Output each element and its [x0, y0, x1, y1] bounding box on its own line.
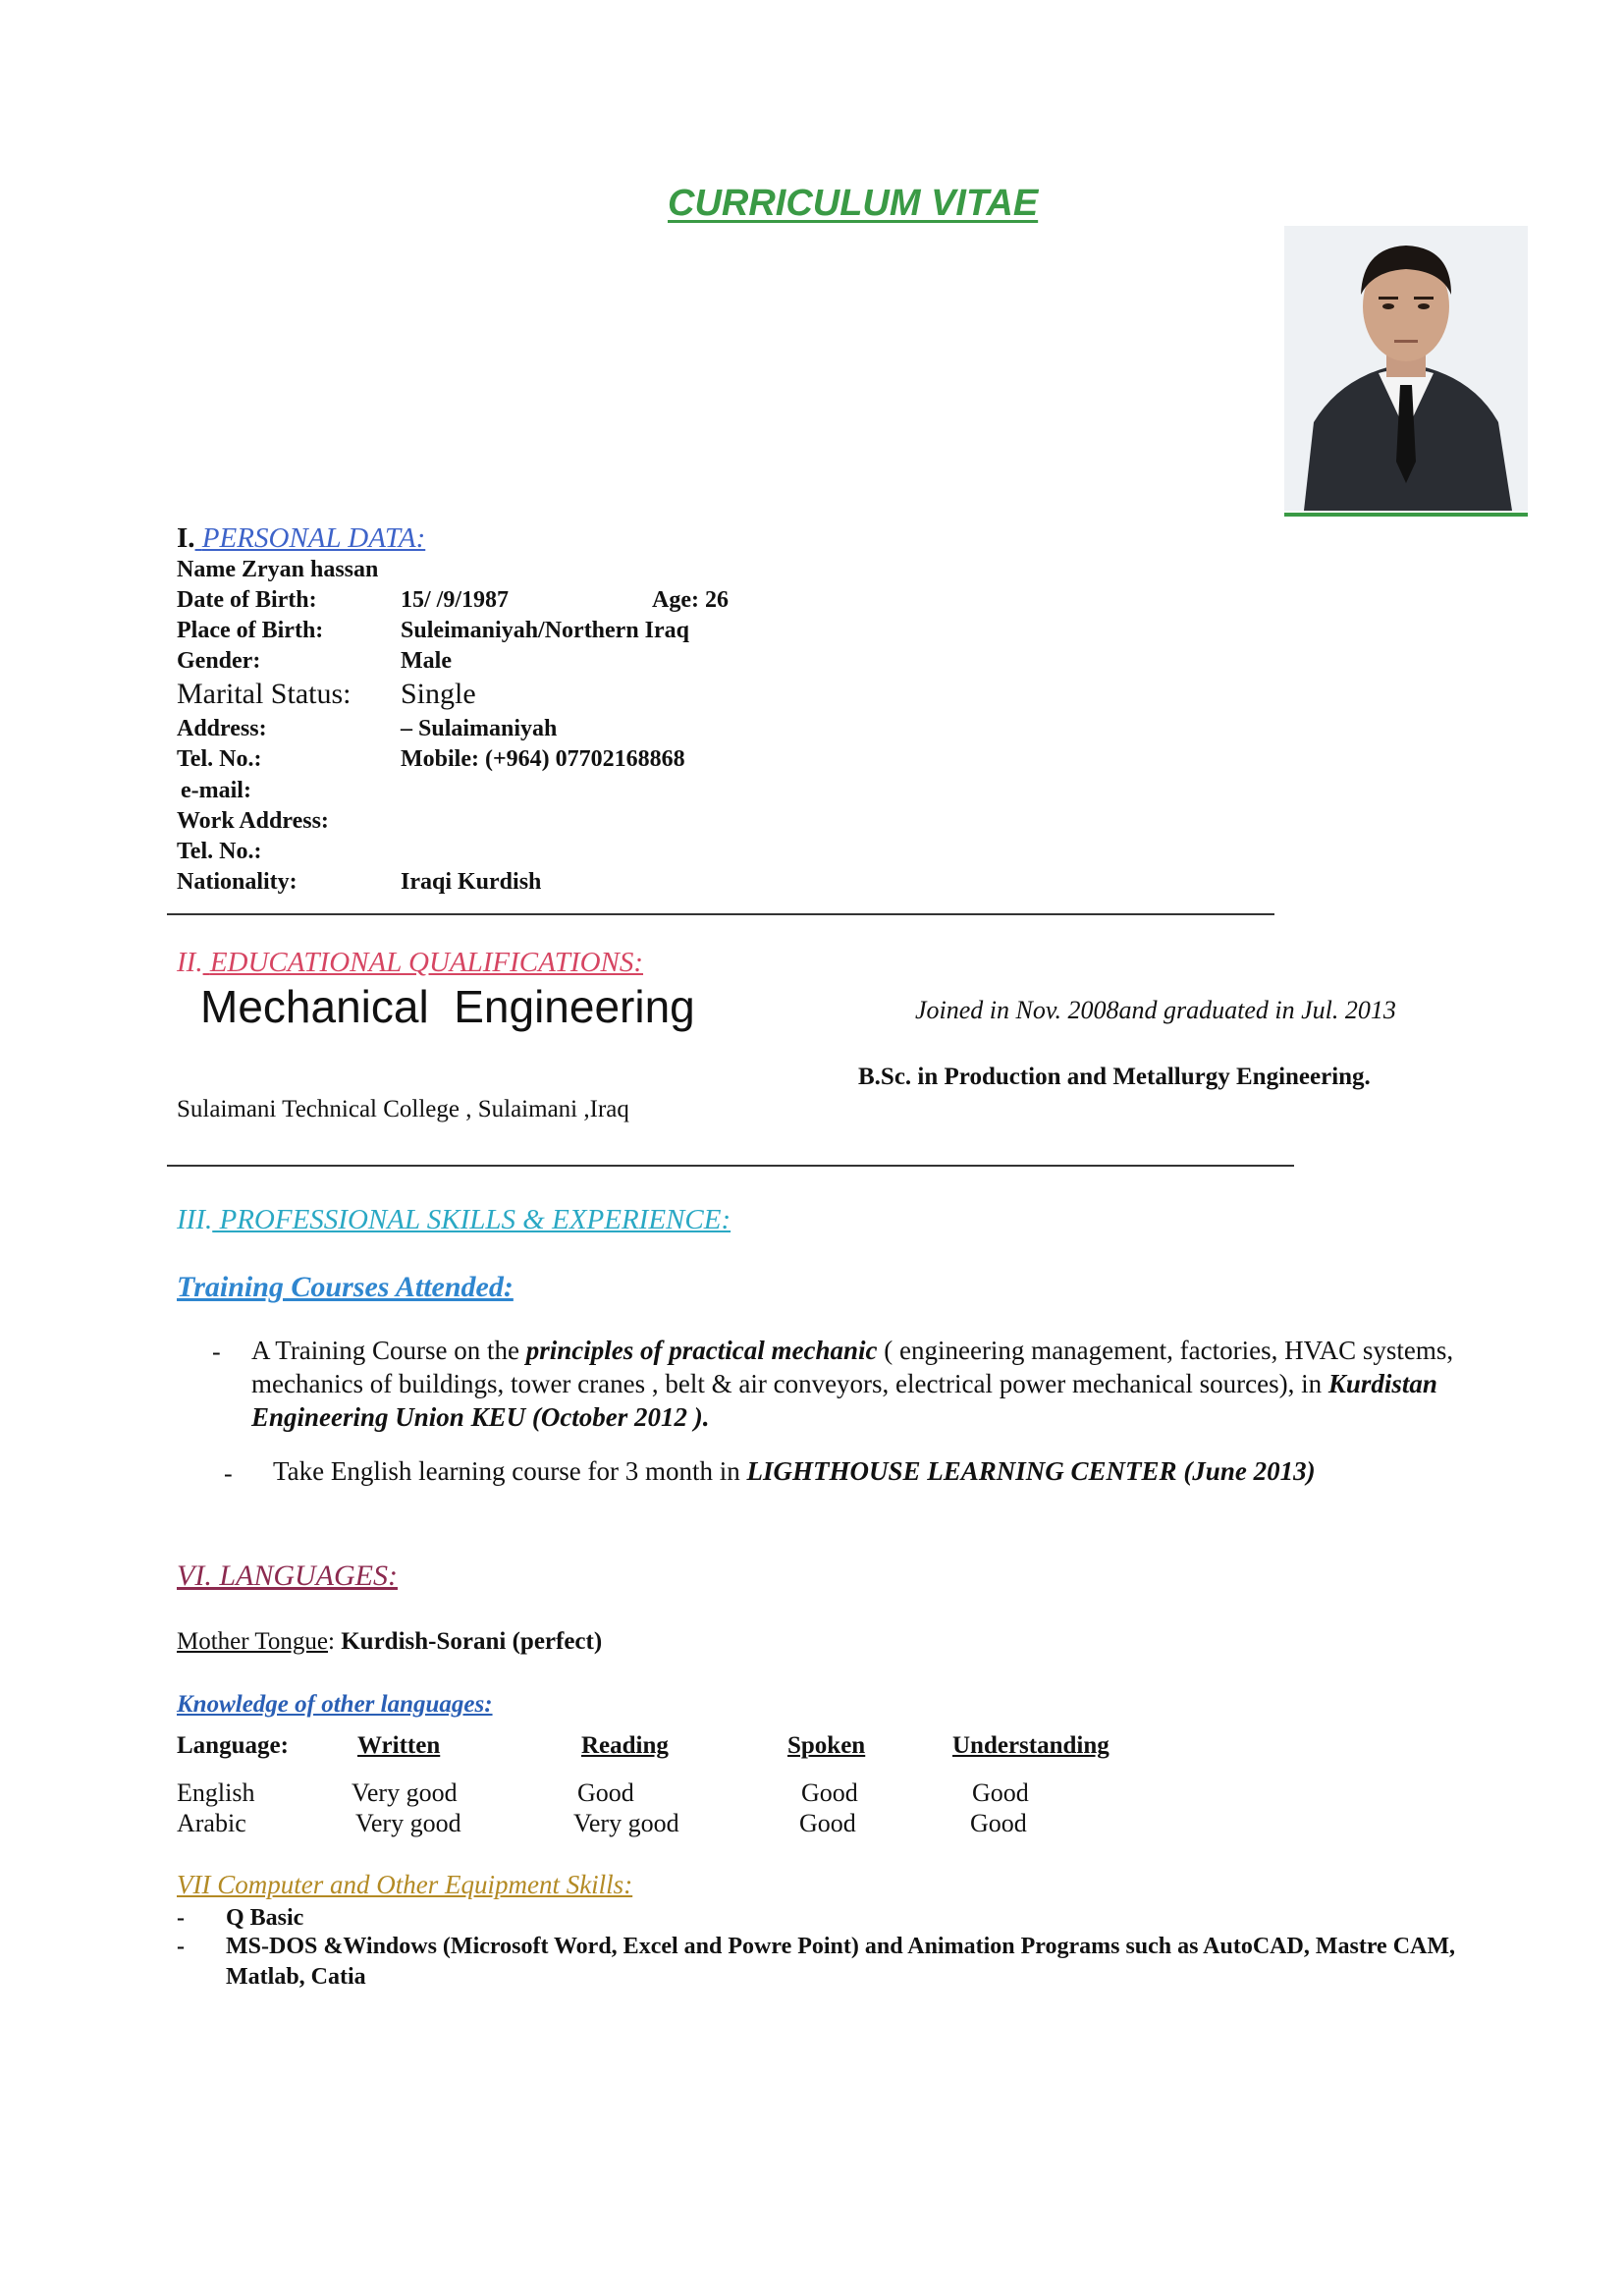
understanding-cell: Good [970, 1809, 1027, 1837]
nationality-value: Iraqi Kurdish [401, 869, 542, 895]
work-tel-label: Tel. No.: [177, 839, 262, 864]
mother-tongue: Mother Tongue: Kurdish-Sorani (perfect) [177, 1628, 603, 1655]
address-value: – Sulaimaniyah [401, 716, 558, 741]
training-course-1 [251, 1334, 1528, 1434]
mother-tongue-value: Kurdish-Sorani (perfect) [341, 1628, 603, 1655]
spoken-cell: Good [799, 1809, 856, 1837]
written-cell: Very good [352, 1778, 458, 1807]
computer-skills-heading: VII Computer and Other Equipment Skills: [177, 1870, 633, 1899]
personal-heading-text: PERSONAL DATA: [201, 522, 426, 554]
professional-heading [177, 1204, 731, 1236]
mother-tongue-label: Mother Tongue [177, 1628, 329, 1655]
cv-title: CURRICULUM VITAE [668, 183, 1039, 224]
bullet: - [177, 1934, 185, 1959]
dob-value: 15/ /9/1987 [401, 587, 510, 613]
photo-underline [1284, 513, 1528, 517]
course2-text: Take English learning course for 3 month in [273, 1456, 747, 1486]
reading-cell: Very good [573, 1809, 679, 1837]
education-college: Sulaimani Technical College , Sulaimani ,Iraq [177, 1096, 629, 1122]
personal-data-heading [177, 522, 425, 555]
tel-value: Mobile: (+964) 07702168868 [401, 746, 685, 772]
gender-value: Male [401, 648, 452, 674]
knowledge-heading: Knowledge of other languages: [177, 1691, 493, 1718]
skill-item: Q Basic [226, 1905, 304, 1931]
education-heading-number: II. [177, 947, 203, 978]
bullet: - [177, 1905, 185, 1931]
section-divider [167, 913, 1274, 915]
bullet: - [212, 1338, 221, 1366]
education-dates: Joined in Nov. 2008and graduated in Jul. 2013 [915, 996, 1396, 1024]
column-header-understanding: Understanding [952, 1732, 1110, 1759]
professional-heading-number: III. [177, 1204, 213, 1235]
written-cell: Very good [355, 1809, 461, 1837]
training-heading: Training Courses Attended: [177, 1271, 514, 1303]
understanding-cell: Good [972, 1778, 1029, 1807]
name-line: Name Zryan hassan [177, 557, 379, 582]
education-heading-text: EDUCATIONAL QUALIFICATIONS: [209, 947, 644, 978]
languages-heading: VI. LANGUAGES: [177, 1559, 398, 1592]
column-header-written: Written [357, 1732, 441, 1759]
professional-heading-text: PROFESSIONAL SKILLS & EXPERIENCE: [219, 1204, 731, 1235]
training-course-2 [273, 1454, 1530, 1488]
person-portrait-icon [1284, 226, 1528, 511]
course1-emphasis: principles of practical mechanic [525, 1336, 878, 1365]
nationality-label: Nationality: [177, 869, 298, 895]
personal-heading-number: I. [177, 522, 195, 554]
work-address-label: Work Address: [177, 808, 329, 834]
education-heading [177, 947, 643, 979]
column-header-language: Language: [177, 1732, 289, 1759]
profile-photo [1284, 226, 1528, 511]
email-label: e-mail: [181, 778, 251, 803]
section-divider [167, 1165, 1294, 1167]
gender-label: Gender: [177, 648, 261, 674]
age-value: Age: 26 [652, 587, 729, 613]
course1-organization: Kurdistan Engineering Union KEU (October 2012 ). [251, 1369, 1437, 1432]
dob-label: Date of Birth: [177, 587, 317, 613]
address-label: Address: [177, 716, 267, 741]
column-header-spoken: Spoken [787, 1732, 866, 1759]
marital-label: Marital Status: [177, 678, 352, 710]
course1-details: ( engineering management, factories, HVAC systems, mechanics of buildings, tower cranes , belt & air conveyors, electrical power mechanical sources), in [251, 1336, 1454, 1398]
marital-value: Single [401, 678, 476, 710]
skill-item: MS-DOS &Windows (Microsoft Word, Excel and Powre Point) and Animation Programs such as AutoCAD, Mastre CAM, Matlab, Catia [226, 1934, 1456, 1990]
language-cell: English [177, 1778, 255, 1807]
spoken-cell: Good [801, 1778, 858, 1807]
course1-text: A Training Course on the [251, 1336, 526, 1365]
education-field: Mechanical Engineering [200, 981, 695, 1032]
pob-value: Suleimaniyah/Northern Iraq [401, 618, 690, 643]
language-cell: Arabic [177, 1809, 246, 1837]
pob-label: Place of Birth: [177, 618, 324, 643]
bullet: - [224, 1459, 233, 1488]
education-degree: B.Sc. in Production and Metallurgy Engineering. [858, 1064, 1371, 1090]
tel-label: Tel. No.: [177, 746, 262, 772]
course2-center: LIGHTHOUSE LEARNING CENTER (June 2013) [746, 1456, 1316, 1486]
column-header-reading: Reading [581, 1732, 669, 1759]
reading-cell: Good [577, 1778, 634, 1807]
